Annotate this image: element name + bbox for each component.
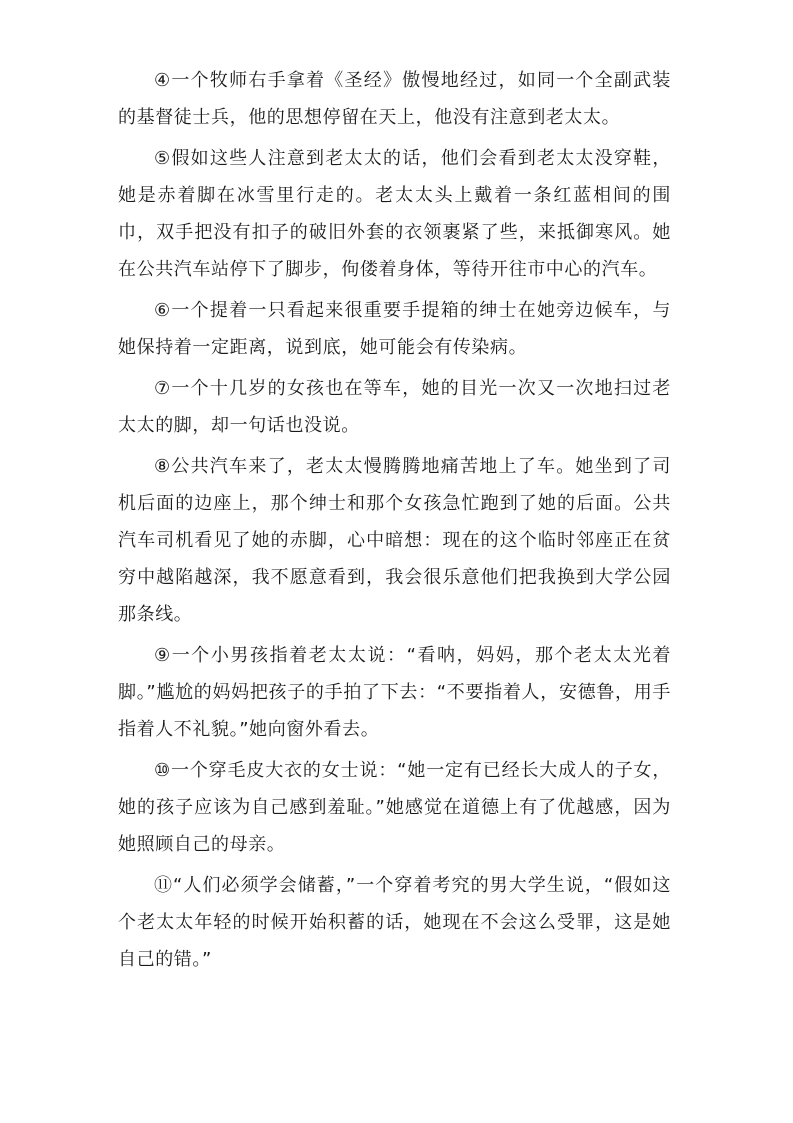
paragraph-6: ⑥一个提着一只看起来很重要手提箱的绅士在她旁边候车，与她保持着一定距离，说到底，她可能会有传染病。 [118,300,671,358]
paragraph-10: ⑩一个穿毛皮大衣的女士说：“她一定有已经长大成人的子女，她的孩子应该为自己感到羞耻。”她感觉在道德上有了优越感，因为她照顾自己的母亲。 [118,760,671,855]
paragraph-5: ⑤假如这些人注意到老太太的话，他们会看到老太太没穿鞋，她是赤着脚在冰雪里行走的。老太太头上戴着一条红蓝相间的围巾，双手把没有扣子的破旧外套的衣领裹紧了些，来抵御寒风。她在公共汽车站停下了脚步，佝偻着身体，等待开往市中心的汽车。 [118,148,671,280]
paragraph-11: ⑪“人们必须学会储蓄，”一个穿着考究的男大学生说，“假如这个老太太年轻的时候开始积蓄的话，她现在不会这么受罪，这是她自己的错。” [118,875,671,970]
paragraph-4: ④一个牧师右手拿着《圣经》傲慢地经过，如同一个全副武装的基督徒士兵，他的思想停留在天上，他没有注意到老太太。 [118,70,671,128]
paragraph-7: ⑦一个十几岁的女孩也在等车，她的目光一次又一次地扫过老太太的脚，却一句话也没说。 [118,378,671,436]
paragraph-8: ⑧公共汽车来了，老太太慢腾腾地痛苦地上了车。她坐到了司机后面的边座上，那个绅士和那个女孩急忙跑到了她的后面。公共汽车司机看见了她的赤脚，心中暗想：现在的这个临时邻座正在贫穷中越陷越深，我不愿意看到，我会很乐意他们把我换到大学公园那条线。 [118,456,671,625]
paragraph-9: ⑨一个小男孩指着老太太说：“看呐，妈妈，那个老太太光着脚。”尴尬的妈妈把孩子的手拍了下去：“不要指着人，安德鲁，用手指着人不礼貌。”她向窗外看去。 [118,645,671,740]
article-body [118,62,671,982]
